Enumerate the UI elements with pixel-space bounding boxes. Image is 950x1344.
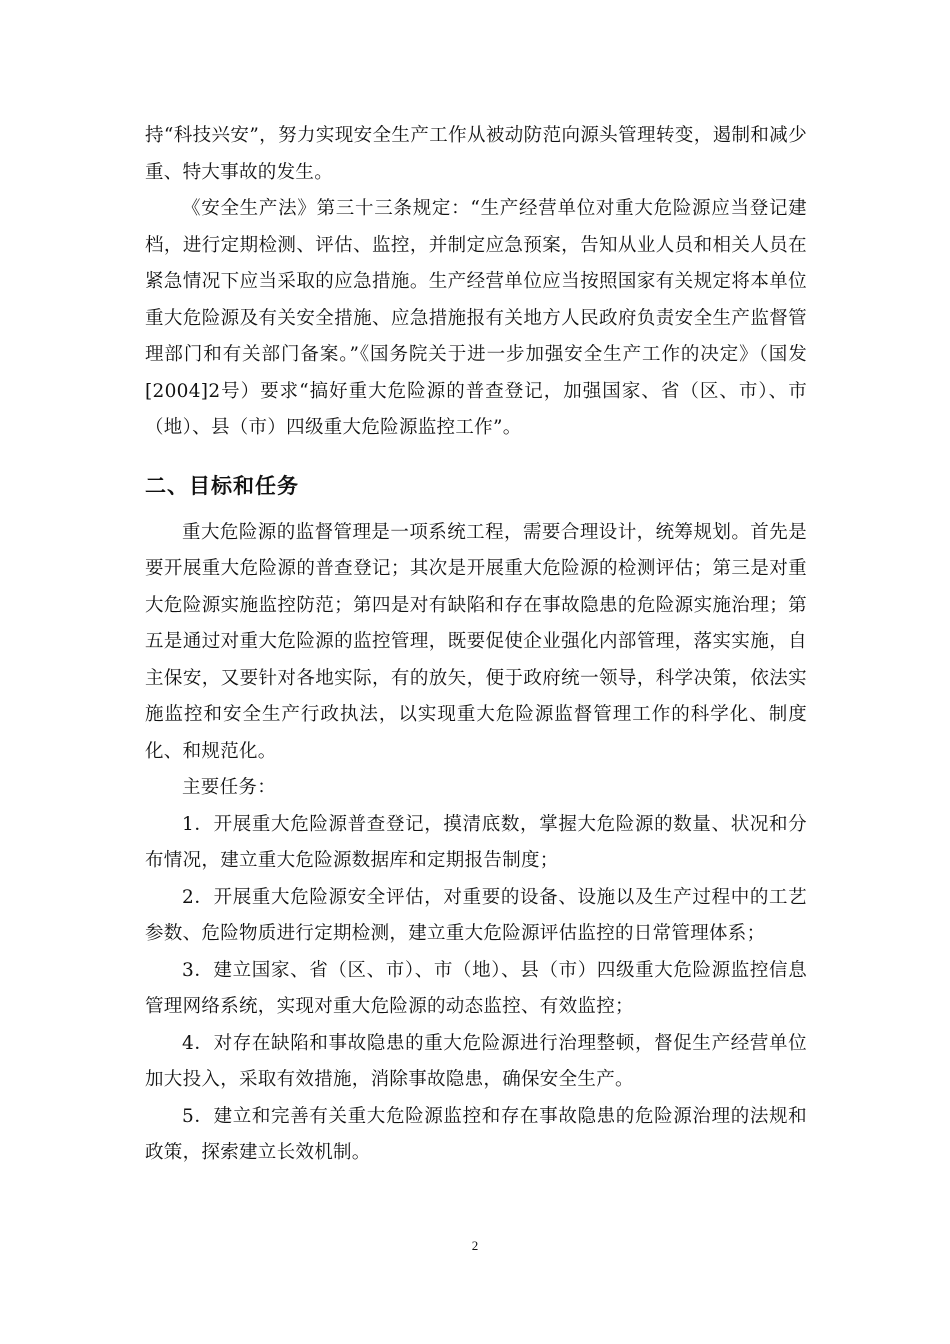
tasks-label: 主要任务： — [182, 777, 277, 798]
task-item-2: 2．开展重大危险源安全评估，对重要的设备、设施以及生产过程中的工艺参数、危险物质进行定期检测，建立重大危险源评估监控的日常管理体系； — [145, 886, 807, 944]
paragraph-continuation: 持“科技兴安”，努力实现安全生产工作从被动防范向源头管理转变，遏制和减少重、特大事故的发生。 — [145, 125, 807, 183]
task-item-3: 3．建立国家、省（区、市）、市（地）、县（市）四级重大危险源监控信息管理网络系统，实现对重大危险源的动态监控、有效监控； — [145, 959, 807, 1017]
task-item-1: 1．开展重大危险源普查登记，摸清底数，掌握大危险源的数量、状况和分布情况，建立重大危险源数据库和定期报告制度； — [145, 813, 807, 871]
paragraph-safety-law: 《安全生产法》第三十三条规定：“生产经营单位对重大危险源应当登记建档，进行定期检测、评估、监控，并制定应急预案，告知从业人员和相关人员在紧急情况下应当采取的应急措施。生产经营单位应当按照国家有关规定将本单位重大危险源及有关安全措施、应急措施报有关地方人民政府负责安全生产监督管理部门和有关部门备案。”《国务院关于进一步加强安全生产工作的决定》（国发[2004]2号）要求“搞好重大危险源的普查登记，加强国家、省（区、市）、市（地）、县（市）四级重大危险源监控工作”。 — [145, 198, 807, 438]
task-item-4: 4．对存在缺陷和事故隐患的重大危险源进行治理整顿，督促生产经营单位加大投入，采取有效措施，消除事故隐患，确保安全生产。 — [145, 1032, 807, 1090]
paragraph-section-intro: 重大危险源的监督管理是一项系统工程，需要合理设计，统筹规划。首先是要开展重大危险源的普查登记；其次是开展重大危险源的检测评估；第三是对重大危险源实施监控防范；第四是对有缺陷和存在事故隐患的危险源实施治理；第五是通过对重大危险源的监控管理，既要促使企业强化内部管理，落实实施，自主保安，又要针对各地实际，有的放矢，便于政府统一领导，科学决策，依法实施监控和安全生产行政执法，以实现重大危险源监督管理工作的科学化、制度化、和规范化。 — [145, 521, 807, 762]
page-number: 2 — [471, 1238, 479, 1253]
document-body — [145, 118, 807, 1172]
section-heading: 二、目标和任务 — [145, 473, 299, 498]
task-item-5: 5．建立和完善有关重大危险源监控和存在事故隐患的危险源治理的法规和政策，探索建立长效机制。 — [145, 1105, 807, 1163]
